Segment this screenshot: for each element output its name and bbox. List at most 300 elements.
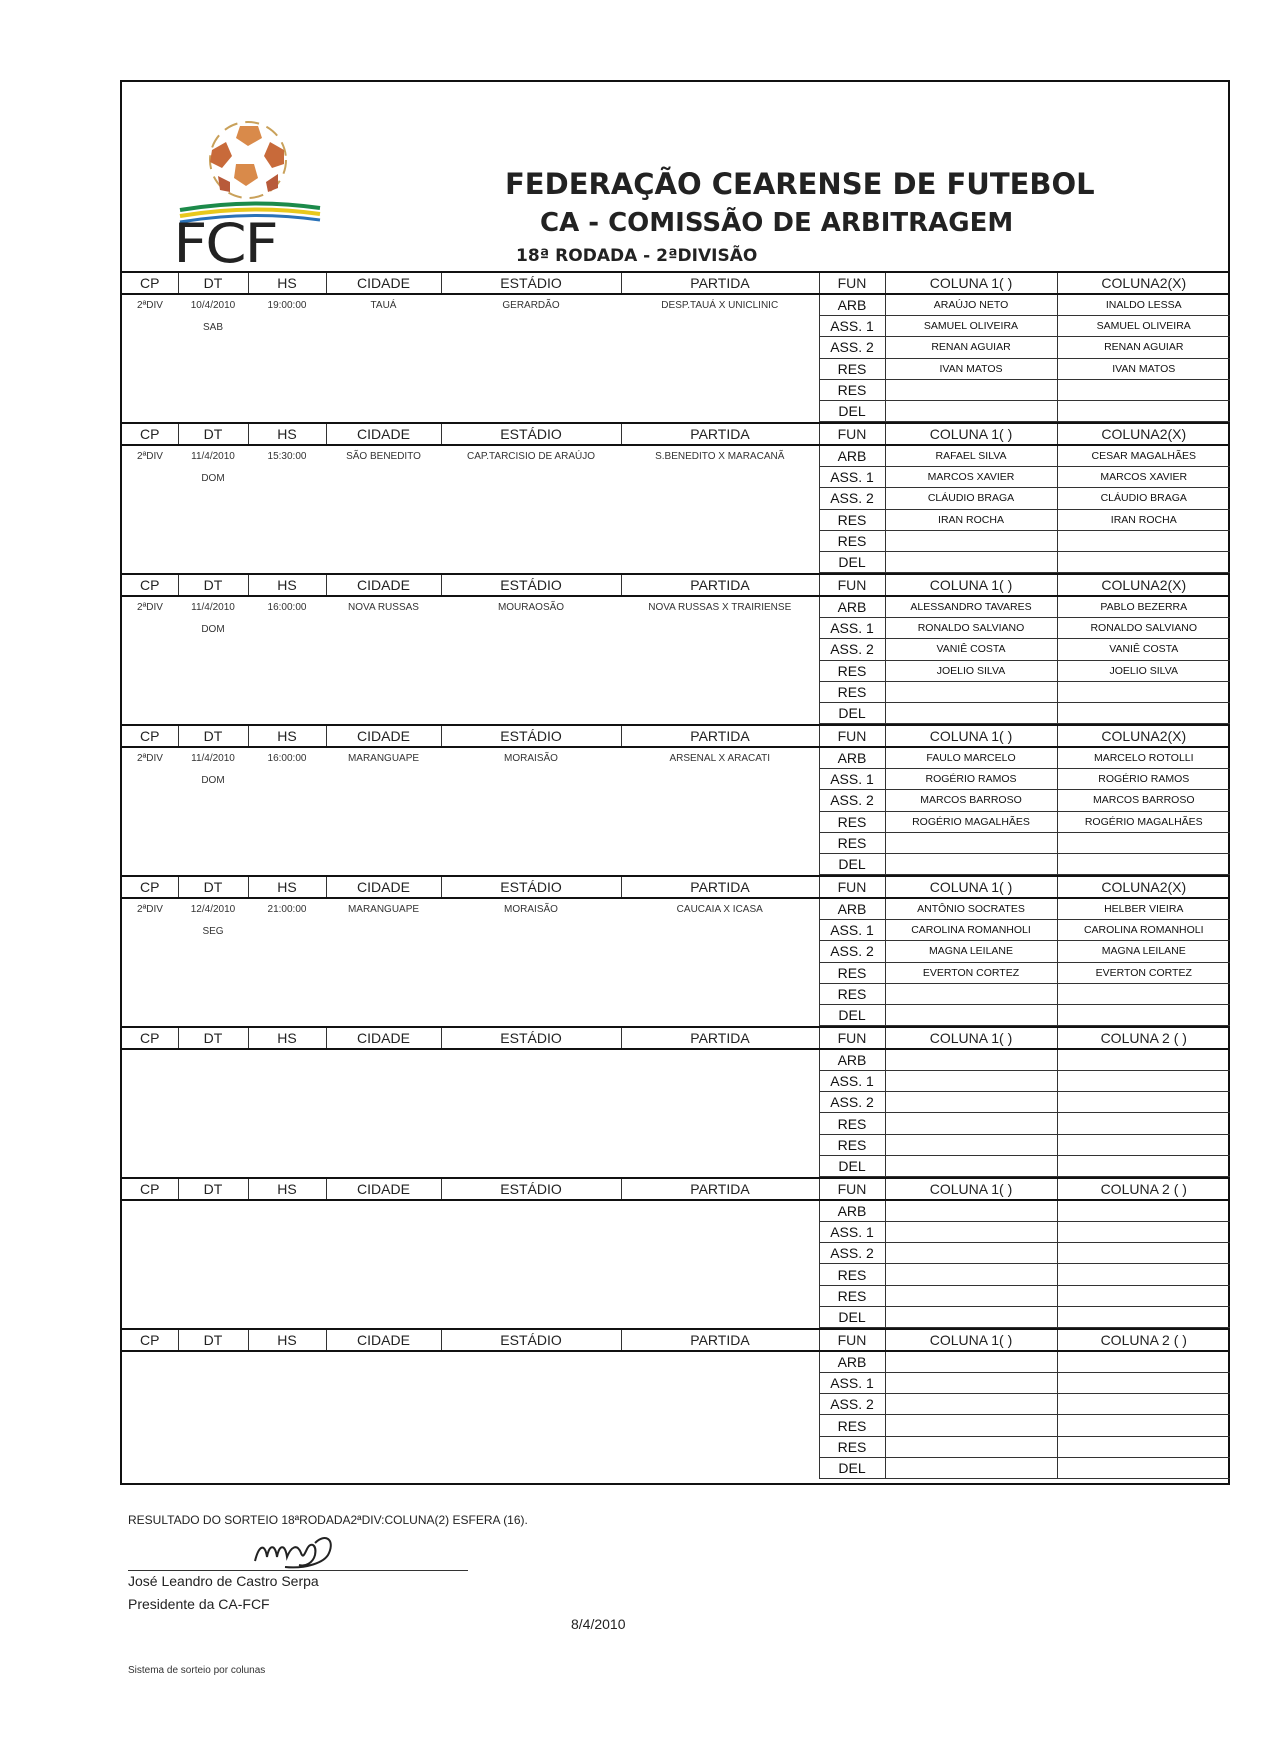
date-cell	[178, 1049, 248, 1176]
column-header: CIDADE	[326, 574, 441, 596]
function-cell: ASS. 2	[819, 1394, 885, 1415]
column-header: COLUNA 1( )	[885, 725, 1057, 747]
cp-value: 2ªDIV	[137, 753, 163, 765]
function-cell: ARB	[819, 445, 885, 467]
official-row	[122, 898, 1230, 920]
column2-official: SAMUEL OLIVEIRA	[1057, 316, 1230, 337]
column-header: PARTIDA	[621, 574, 819, 596]
signature	[245, 1523, 355, 1571]
column-header: CP	[122, 725, 178, 747]
cp-value: 2ªDIV	[137, 904, 163, 916]
function-cell: DEL	[819, 853, 885, 874]
logo-text: FCF	[173, 212, 277, 275]
column2-official	[1057, 1092, 1230, 1113]
column-header: HS	[248, 876, 326, 898]
column2-official: CAROLINA ROMANHOLI	[1057, 920, 1230, 941]
official-row	[122, 445, 1230, 467]
column-header: ESTÁDIO	[441, 725, 621, 747]
column-header: CP	[122, 876, 178, 898]
column-header: PARTIDA	[621, 272, 819, 294]
official-row	[122, 1049, 1230, 1071]
signature-line	[128, 1570, 468, 1571]
column-header: FUN	[819, 272, 885, 294]
column2-official	[1057, 400, 1230, 421]
block-header-row	[122, 423, 1230, 445]
cp-cell	[122, 898, 178, 1025]
column2-official	[1057, 983, 1230, 1004]
column-header: COLUNA 2 ( )	[1057, 1027, 1230, 1049]
column1-official: IRAN ROCHA	[885, 509, 1057, 530]
function-cell: DEL	[819, 400, 885, 421]
column1-official	[885, 1113, 1057, 1134]
column2-official: MAGNA LEILANE	[1057, 941, 1230, 962]
stadium-value: MOURAOSÃO	[497, 602, 565, 614]
city-value: SÃO BENEDITO	[346, 451, 421, 463]
official-row	[122, 1200, 1230, 1222]
stadium-value: GERARDÃO	[502, 300, 560, 312]
column1-official: IVAN MATOS	[885, 358, 1057, 379]
match-cell	[621, 596, 819, 723]
column-header: COLUNA2(X)	[1057, 876, 1230, 898]
weekday-value: DOM	[201, 775, 225, 787]
city-cell	[326, 1049, 441, 1176]
cp-value: 2ªDIV	[137, 300, 163, 312]
column2-official: ROGÉRIO RAMOS	[1057, 769, 1230, 790]
column-header: ESTÁDIO	[441, 574, 621, 596]
column-header: FUN	[819, 1027, 885, 1049]
column2-official	[1057, 1415, 1230, 1436]
function-cell: ASS. 2	[819, 488, 885, 509]
function-cell: RES	[819, 1415, 885, 1436]
match-cell	[621, 747, 819, 874]
column1-official	[885, 1264, 1057, 1285]
column2-official: IRAN ROCHA	[1057, 509, 1230, 530]
column1-official: MAGNA LEILANE	[885, 941, 1057, 962]
stadium-cell	[441, 445, 621, 572]
column-header: DT	[178, 1329, 248, 1351]
column2-official	[1057, 1264, 1230, 1285]
column1-official	[885, 379, 1057, 400]
column2-official	[1057, 832, 1230, 853]
time-cell	[248, 445, 326, 572]
column-header: COLUNA 1( )	[885, 423, 1057, 445]
column-header: COLUNA 1( )	[885, 1027, 1057, 1049]
cp-cell	[122, 1200, 178, 1327]
column-header: FUN	[819, 1178, 885, 1200]
column-header: CP	[122, 272, 178, 294]
match-value: S.BENEDITO X MARACANÃ	[655, 451, 785, 463]
match-cell	[621, 445, 819, 572]
function-cell: RES	[819, 379, 885, 400]
column1-official: FAULO MARCELO	[885, 747, 1057, 769]
column1-official	[885, 1222, 1057, 1243]
column1-official	[885, 1351, 1057, 1373]
column-header: ESTÁDIO	[441, 1027, 621, 1049]
function-cell: ASS. 1	[819, 467, 885, 488]
stadium-cell	[441, 1351, 621, 1478]
weekday-value: SAB	[202, 322, 223, 334]
column-header: CIDADE	[326, 876, 441, 898]
function-cell: ASS. 1	[819, 1222, 885, 1243]
column1-official: JOELIO SILVA	[885, 660, 1057, 681]
column-header: COLUNA 1( )	[885, 876, 1057, 898]
function-cell: ARB	[819, 898, 885, 920]
function-cell: RES	[819, 1285, 885, 1306]
column1-official	[885, 1200, 1057, 1222]
function-cell: ARB	[819, 1200, 885, 1222]
column-header: COLUNA2(X)	[1057, 423, 1230, 445]
column-header: PARTIDA	[621, 725, 819, 747]
column2-official	[1057, 853, 1230, 874]
column-header: CIDADE	[326, 1329, 441, 1351]
column-header: COLUNA 2 ( )	[1057, 1329, 1230, 1351]
time-cell	[248, 747, 326, 874]
match-blocks	[122, 271, 1230, 1479]
cp-value: 2ªDIV	[137, 451, 163, 463]
document-subtitle: CA - COMISSÃO DE ARBITRAGEM	[540, 208, 1014, 238]
function-cell: RES	[819, 358, 885, 379]
column2-official	[1057, 1071, 1230, 1092]
column2-official	[1057, 681, 1230, 702]
column-header: DT	[178, 272, 248, 294]
city-cell	[326, 1351, 441, 1478]
weekday-value: DOM	[201, 624, 225, 636]
column1-official: ALESSANDRO TAVARES	[885, 596, 1057, 618]
function-cell: RES	[819, 681, 885, 702]
column2-official	[1057, 1436, 1230, 1457]
column2-official	[1057, 379, 1230, 400]
column2-official	[1057, 1306, 1230, 1327]
function-cell: ASS. 2	[819, 337, 885, 358]
column-header: DT	[178, 876, 248, 898]
city-cell	[326, 1200, 441, 1327]
date-cell	[178, 294, 248, 421]
match-value: CAUCAIA X ICASA	[676, 904, 763, 916]
signer-name: José Leandro de Castro Serpa	[128, 1573, 319, 1589]
function-cell: ASS. 1	[819, 1373, 885, 1394]
block-header-row	[122, 1329, 1230, 1351]
column-header: COLUNA 1( )	[885, 272, 1057, 294]
column2-official: CESAR MAGALHÃES	[1057, 445, 1230, 467]
column2-official: JOELIO SILVA	[1057, 660, 1230, 681]
function-cell: RES	[819, 962, 885, 983]
weekday-value: SEG	[202, 926, 224, 938]
column2-official	[1057, 702, 1230, 723]
column1-official	[885, 1155, 1057, 1176]
official-row	[122, 294, 1230, 316]
column1-official: RENAN AGUIAR	[885, 337, 1057, 358]
column2-official	[1057, 1222, 1230, 1243]
column1-official: ROGÉRIO MAGALHÃES	[885, 811, 1057, 832]
column2-official: CLÁUDIO BRAGA	[1057, 488, 1230, 509]
date-cell	[178, 596, 248, 723]
city-cell	[326, 596, 441, 723]
column1-official	[885, 1415, 1057, 1436]
cp-cell	[122, 596, 178, 723]
date-value: 11/4/2010	[191, 602, 235, 614]
time-cell	[248, 1200, 326, 1327]
stadium-cell	[441, 294, 621, 421]
function-cell: ASS. 2	[819, 790, 885, 811]
column1-official: RAFAEL SILVA	[885, 445, 1057, 467]
official-row	[122, 1351, 1230, 1373]
function-cell: RES	[819, 530, 885, 551]
date-cell	[178, 1200, 248, 1327]
match-block	[122, 271, 1230, 422]
function-cell: ASS. 1	[819, 316, 885, 337]
column-header: CP	[122, 1329, 178, 1351]
function-cell: DEL	[819, 1004, 885, 1025]
column1-official: ARAÚJO NETO	[885, 294, 1057, 316]
column1-official: RONALDO SALVIANO	[885, 618, 1057, 639]
cp-cell	[122, 747, 178, 874]
weekday-value: DOM	[201, 473, 225, 485]
time-cell	[248, 1049, 326, 1176]
stadium-cell	[441, 1200, 621, 1327]
function-cell: DEL	[819, 702, 885, 723]
column1-official	[885, 1243, 1057, 1264]
column1-official	[885, 530, 1057, 551]
column2-official	[1057, 1134, 1230, 1155]
column1-official	[885, 702, 1057, 723]
match-cell	[621, 898, 819, 1025]
match-block	[122, 573, 1230, 724]
column1-official	[885, 1049, 1057, 1071]
column-header: HS	[248, 1329, 326, 1351]
system-note: Sistema de sorteio por colunas	[128, 1665, 266, 1676]
time-value: 21:00:00	[267, 904, 307, 916]
column2-official	[1057, 1394, 1230, 1415]
time-cell	[248, 294, 326, 421]
column-header: ESTÁDIO	[441, 1329, 621, 1351]
column-header: CIDADE	[326, 1178, 441, 1200]
column-header: PARTIDA	[621, 423, 819, 445]
function-cell: RES	[819, 660, 885, 681]
column-header: ESTÁDIO	[441, 272, 621, 294]
city-cell	[326, 747, 441, 874]
column-header: PARTIDA	[621, 1329, 819, 1351]
column2-official: INALDO LESSA	[1057, 294, 1230, 316]
column-header: COLUNA2(X)	[1057, 272, 1230, 294]
column-header: FUN	[819, 725, 885, 747]
match-block	[122, 422, 1230, 573]
official-row	[122, 596, 1230, 618]
column-header: COLUNA 1( )	[885, 1329, 1057, 1351]
function-cell: RES	[819, 983, 885, 1004]
stadium-value: MORAISÃO	[504, 904, 558, 916]
function-cell: ASS. 1	[819, 769, 885, 790]
match-value: NOVA RUSSAS X TRAIRIENSE	[648, 602, 792, 614]
column1-official	[885, 1134, 1057, 1155]
column-header: ESTÁDIO	[441, 876, 621, 898]
city-value: MARANGUAPE	[347, 753, 420, 765]
match-block	[122, 1026, 1230, 1177]
column1-official: VANIÊ COSTA	[885, 639, 1057, 660]
function-cell: ARB	[819, 596, 885, 618]
column-header: HS	[248, 1178, 326, 1200]
match-block	[122, 724, 1230, 875]
column-header: DT	[178, 1027, 248, 1049]
column-header: HS	[248, 272, 326, 294]
column2-official: RENAN AGUIAR	[1057, 337, 1230, 358]
date-value: 11/4/2010	[191, 451, 235, 463]
stadium-cell	[441, 596, 621, 723]
time-cell	[248, 596, 326, 723]
function-cell: ASS. 1	[819, 1071, 885, 1092]
column-header: PARTIDA	[621, 876, 819, 898]
column2-official	[1057, 530, 1230, 551]
document-title: FEDERAÇÃO CEARENSE DE FUTEBOL	[505, 167, 1095, 201]
time-value: 15:30:00	[267, 451, 307, 463]
column1-official	[885, 1092, 1057, 1113]
column2-official: IVAN MATOS	[1057, 358, 1230, 379]
function-cell: DEL	[819, 1155, 885, 1176]
cp-cell	[122, 445, 178, 572]
function-cell: RES	[819, 1436, 885, 1457]
document-date: 8/4/2010	[571, 1616, 626, 1632]
function-cell: RES	[819, 1264, 885, 1285]
match-block	[122, 875, 1230, 1026]
column1-official	[885, 1285, 1057, 1306]
city-cell	[326, 294, 441, 421]
column-header: CIDADE	[326, 725, 441, 747]
column1-official: MARCOS XAVIER	[885, 467, 1057, 488]
time-value: 16:00:00	[267, 602, 307, 614]
column-header: DT	[178, 574, 248, 596]
block-header-row	[122, 1178, 1230, 1200]
match-cell	[621, 1351, 819, 1478]
date-value: 11/4/2010	[191, 753, 235, 765]
city-cell	[326, 898, 441, 1025]
match-cell	[621, 1049, 819, 1176]
column-header: COLUNA 1( )	[885, 1178, 1057, 1200]
column1-official	[885, 1394, 1057, 1415]
column-header: PARTIDA	[621, 1027, 819, 1049]
match-block	[122, 1328, 1230, 1479]
column1-official	[885, 1004, 1057, 1025]
match-value: ARSENAL X ARACATI	[669, 753, 771, 765]
column-header: COLUNA 1( )	[885, 574, 1057, 596]
cp-cell	[122, 294, 178, 421]
city-value: MARANGUAPE	[347, 904, 420, 916]
column-header: DT	[178, 725, 248, 747]
column2-official	[1057, 1004, 1230, 1025]
city-cell	[326, 445, 441, 572]
function-cell: RES	[819, 1113, 885, 1134]
column-header: COLUNA2(X)	[1057, 725, 1230, 747]
date-cell	[178, 445, 248, 572]
column2-official	[1057, 1373, 1230, 1394]
column-header: CP	[122, 1178, 178, 1200]
function-cell: ARB	[819, 747, 885, 769]
column-header: CP	[122, 1027, 178, 1049]
date-value: 12/4/2010	[190, 904, 236, 916]
column-header: DT	[178, 1178, 248, 1200]
match-value: DESP.TAUÁ X UNICLINIC	[661, 300, 779, 312]
column2-official	[1057, 1457, 1230, 1478]
column2-official	[1057, 1243, 1230, 1264]
column1-official: ROGÉRIO RAMOS	[885, 769, 1057, 790]
city-value: TAUÁ	[370, 300, 397, 312]
column2-official	[1057, 1155, 1230, 1176]
column1-official: MARCOS BARROSO	[885, 790, 1057, 811]
column2-official	[1057, 1113, 1230, 1134]
match-cell	[621, 1200, 819, 1327]
column1-official	[885, 832, 1057, 853]
draw-result: RESULTADO DO SORTEIO 18ªRODADA2ªDIV:COLUNA(2) ESFERA (16).	[128, 1513, 528, 1527]
round-title: 18ª RODADA - 2ªDIVISÃO	[516, 246, 758, 266]
stadium-value: CAP.TARCISIO DE ARAÚJO	[467, 451, 595, 463]
cp-cell	[122, 1049, 178, 1176]
block-header-row	[122, 574, 1230, 596]
column1-official: SAMUEL OLIVEIRA	[885, 316, 1057, 337]
column2-official: ROGÉRIO MAGALHÃES	[1057, 811, 1230, 832]
function-cell: RES	[819, 509, 885, 530]
column1-official	[885, 1436, 1057, 1457]
column2-official: VANIÊ COSTA	[1057, 639, 1230, 660]
column-header: PARTIDA	[621, 1178, 819, 1200]
function-cell: ARB	[819, 1049, 885, 1071]
column-header: FUN	[819, 423, 885, 445]
cp-value: 2ªDIV	[137, 602, 163, 614]
column2-official: RONALDO SALVIANO	[1057, 618, 1230, 639]
column2-official: PABLO BEZERRA	[1057, 596, 1230, 618]
column2-official	[1057, 1200, 1230, 1222]
stadium-cell	[441, 747, 621, 874]
block-header-row	[122, 1027, 1230, 1049]
date-cell	[178, 747, 248, 874]
column-header: CP	[122, 423, 178, 445]
column-header: FUN	[819, 574, 885, 596]
column1-official	[885, 551, 1057, 572]
column-header: FUN	[819, 1329, 885, 1351]
column-header: CIDADE	[326, 272, 441, 294]
football-icon	[210, 122, 286, 198]
date-cell	[178, 1351, 248, 1478]
match-cell	[621, 294, 819, 421]
column-header: HS	[248, 1027, 326, 1049]
time-cell	[248, 1351, 326, 1478]
column2-official: MARCOS XAVIER	[1057, 467, 1230, 488]
column1-official: CAROLINA ROMANHOLI	[885, 920, 1057, 941]
block-header-row	[122, 272, 1230, 294]
function-cell: ARB	[819, 1351, 885, 1373]
time-value: 16:00:00	[267, 753, 307, 765]
column1-official: CLÁUDIO BRAGA	[885, 488, 1057, 509]
time-cell	[248, 898, 326, 1025]
column2-official: MARCELO ROTOLLI	[1057, 747, 1230, 769]
official-row	[122, 747, 1230, 769]
date-value: 10/4/2010	[190, 300, 236, 312]
column1-official	[885, 681, 1057, 702]
stadium-value: MORAISÃO	[504, 753, 558, 765]
date-cell	[178, 898, 248, 1025]
column1-official	[885, 1373, 1057, 1394]
block-header-row	[122, 725, 1230, 747]
column1-official	[885, 853, 1057, 874]
column-header: ESTÁDIO	[441, 1178, 621, 1200]
function-cell: DEL	[819, 1457, 885, 1478]
time-value: 19:00:00	[267, 300, 307, 312]
function-cell: DEL	[819, 551, 885, 572]
column-header: ESTÁDIO	[441, 423, 621, 445]
column-header: FUN	[819, 876, 885, 898]
column1-official: ANTÔNIO SOCRATES	[885, 898, 1057, 920]
function-cell: ASS. 2	[819, 639, 885, 660]
function-cell: ASS. 2	[819, 1243, 885, 1264]
signer-role: Presidente da CA-FCF	[128, 1596, 270, 1612]
column1-official	[885, 1071, 1057, 1092]
